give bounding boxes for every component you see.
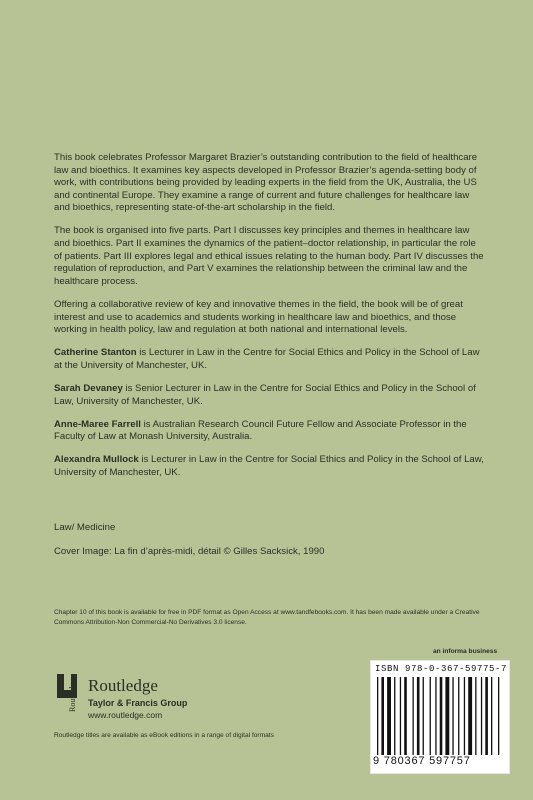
informa-label: an informa business — [433, 648, 498, 655]
barcode-bar — [417, 677, 420, 755]
barcode-bar — [485, 677, 488, 755]
publisher-name: Routledge — [88, 676, 158, 695]
subject-category: Law/ Medicine — [54, 522, 116, 533]
editor-name: Alexandra Mullock — [54, 454, 139, 466]
barcode-bar — [377, 677, 378, 755]
back-cover-blurb — [54, 152, 484, 490]
editor-name: Catherine Stanton — [54, 347, 137, 359]
barcode-bar — [387, 677, 391, 755]
isbn-barcode — [370, 660, 510, 774]
barcode-bar — [381, 677, 384, 755]
barcode-bar — [400, 677, 401, 755]
isbn-number: 9 780367 597757 — [373, 755, 471, 767]
routledge-logo-icon — [54, 672, 80, 722]
barcode-bar — [498, 677, 499, 755]
barcode-bar — [435, 677, 436, 755]
barcode-bar — [394, 677, 395, 755]
editor-bio-3 — [54, 419, 484, 444]
editor-bio-text: is Lecturer in Law in the Centre for Social Ethics and Policy in the School of Law, University of Manchester, UK. — [54, 454, 484, 478]
barcode-bar — [430, 677, 431, 755]
publisher-url[interactable]: www.routledge.com — [88, 710, 163, 720]
editor-bio-text: is Senior Lecturer in Law in the Centre for Social Ethics and Policy in the School of Law, University of Manchester, UK. — [54, 382, 476, 407]
editor-bio-text: is Lecturer in Law in the Centre for Social Ethics and Policy in the School of Law at the University of Manchester, UK. — [54, 347, 480, 371]
editor-name: Anne-Maree Farrell — [54, 418, 141, 430]
barcode-bar — [468, 677, 472, 755]
isbn-label: ISBN 978-0-367-59775-7 — [375, 664, 508, 674]
blurb-paragraph-3: Offering a collaborative review of key and innovative themes in the field, the book will be of great interest and use to academics and students working in healthcare law and bioethics, and those working in health policy, law and regulation at both national and international levels. — [54, 298, 463, 336]
blurb-paragraph-1: This book celebrates Professor Margaret Brazier’s outstanding contribution to the field of healthcare law and bioethics. It examines key aspects developed in Professor Brazier’s agenda-setting body of work, with contributions being provided by leading experts in the field from the UK, Australia, the US and continental Europe. They examine a range of current and future challenges for healthcare law and bioethics, representing state-of-the-art scholarship in the field. — [54, 152, 478, 214]
barcode-bar — [452, 677, 453, 755]
editor-name: Sarah Devaney — [54, 382, 123, 394]
ebook-note: Routledge titles are available as eBook editions in a range of digital formats — [54, 732, 274, 739]
barcode-bar — [481, 677, 482, 755]
barcode-bar — [423, 677, 424, 755]
barcode-bar — [404, 677, 407, 755]
editor-bio-2 — [54, 383, 484, 408]
editor-bio-1 — [54, 347, 484, 372]
barcode-bar — [445, 677, 449, 755]
barcode-bar — [491, 677, 492, 755]
open-access-note: Chapter 10 of this book is available for free in PDF format as Open Access at www.tandfebooks.com. It has been made available under a Creative Commons Attribution-Non Commercial-No Derivatives 3.0 license. — [54, 609, 480, 626]
publisher-group: Taylor & Francis Group — [88, 698, 188, 708]
cover-image-credit: Cover Image: La fin d’après-midi, détail © Gilles Sacksick, 1990 — [54, 546, 325, 557]
barcode-bar — [458, 677, 459, 755]
barcode-bar — [475, 677, 476, 755]
barcode-bar — [413, 677, 414, 755]
blurb-paragraph-2: The book is organised into five parts. Part I discusses key principles and themes in healthcare law and bioethics. Part II examines the dynamics of the patient–doctor relationship, in particular the role of patients. Part III explores legal and ethical issues relating to the human body. Part IV discusses the regulation of reproduction, and Part V examines the relationship between the criminal law and the healthcare process. — [54, 225, 484, 287]
publisher-block — [88, 676, 187, 720]
editor-bio-text: is Australian Research Council Future Fellow and Associate Professor in the Faculty of Law at Monash University, Australia. — [54, 418, 467, 443]
barcode-bar — [464, 677, 465, 755]
barcode-bars — [377, 677, 503, 755]
routledge-logo-vertical-text: Routledge — [68, 679, 77, 712]
barcode-bar — [440, 677, 443, 755]
editor-bio-4 — [54, 454, 484, 479]
